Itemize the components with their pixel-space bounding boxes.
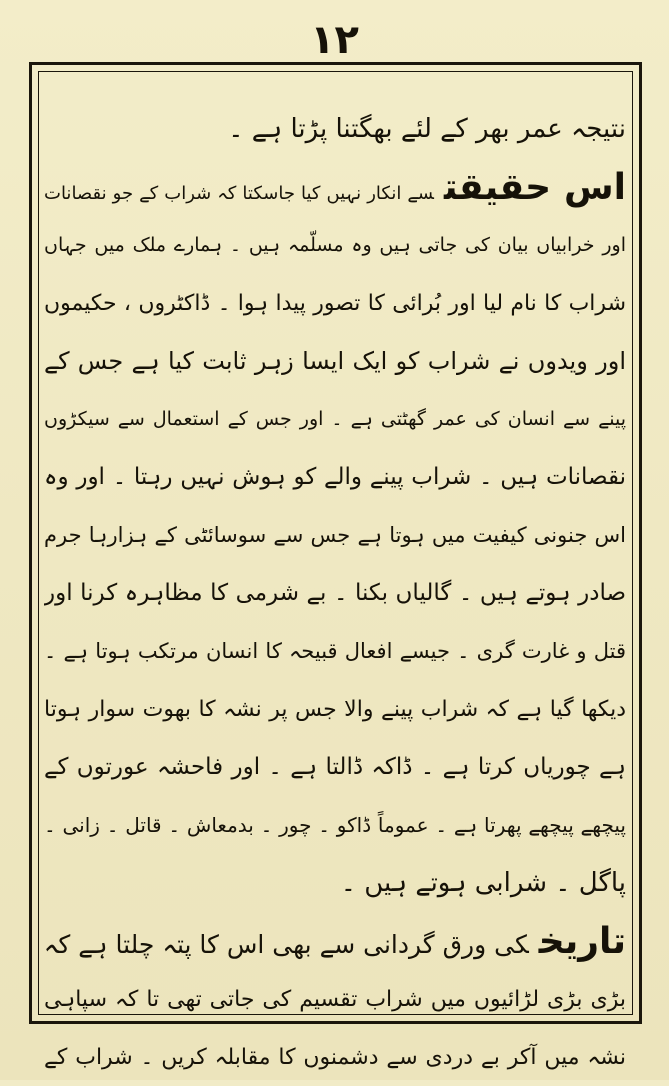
text-line: دیکھا گیا ہے کہ شراب پینے والا جس پر نشہ کا بھوت سوار ہوتا (44, 696, 626, 722)
emphasized-word: تاریخ (538, 920, 626, 962)
text-line: اور ویدوں نے شراب کو ایک ایسا زہر ثابت کیا ہے جس کے (44, 347, 626, 375)
body-text (44, 100, 626, 1086)
text-line: نقصانات ہیں ۔ شراب پینے والے کو ہوش نہیں رہتا ۔ اور وہ (44, 464, 626, 490)
text-line: تاریخکی ورق گردانی سے بھی اس کا پتہ چلتا ہے کہ (44, 920, 626, 962)
text-line: شراب کا نام لیا اور بُرائی کا تصور پیدا ہوا ۔ ڈاکٹروں ، حکیموں (44, 290, 626, 316)
text-line: بڑی بڑی لڑائیوں میں شراب تقسیم کی جاتی تھی تا کہ سپاہی (44, 986, 626, 1012)
text-line: نشہ میں آکر بے دردی سے دشمنوں کا مقابلہ کریں ۔ شراب کے (44, 1044, 626, 1070)
text-line: صادر ہوتے ہیں ۔ گالیاں بکنا ۔ بے شرمی کا مظاہرہ کرنا اور (44, 580, 626, 606)
page-number: ۱۲ (310, 17, 359, 63)
text-line: اس جنونی کیفیت میں ہوتا ہے جس سے سوسائٹی کے ہزارہا جرم (44, 523, 626, 547)
text-line: نتیجہ عمر بھر کے لئے بھگتنا پڑتا ہے ۔ (228, 114, 626, 144)
emphasized-word: اس حقیقت (443, 166, 626, 208)
text-line: اور خرابیاں بیان کی جاتی ہیں وہ مسلّمہ ہیں ۔ ہمارے ملک میں جہاں (44, 234, 626, 256)
text-line: پیچھے پیچھے پھرتا ہے ۔ عموماً ڈاکو ۔ چور ۔ بدمعاش ۔ قاتل ۔ زانی ۔ (44, 813, 626, 837)
text-line: اس حقیقتسے انکار نہیں کیا جاسکتا کہ شراب کے جو نقصانات (44, 166, 626, 208)
text-line: پاگل ۔ شرابی ہوتے ہیں ۔ (340, 868, 626, 898)
text-line: ہے چوریاں کرتا ہے ۔ ڈاکہ ڈالتا ہے ۔ اور فاحشہ عورتوں کے (44, 754, 626, 780)
text-line: قتل و غارت گری ۔ جیسے افعال قبیحہ کا انسان مرتکب ہوتا ہے ۔ (44, 639, 626, 663)
text-line: پینے سے انسان کی عمر گھٹتی ہے ۔ اور جس کے استعمال سے سیکڑوں (44, 408, 626, 430)
